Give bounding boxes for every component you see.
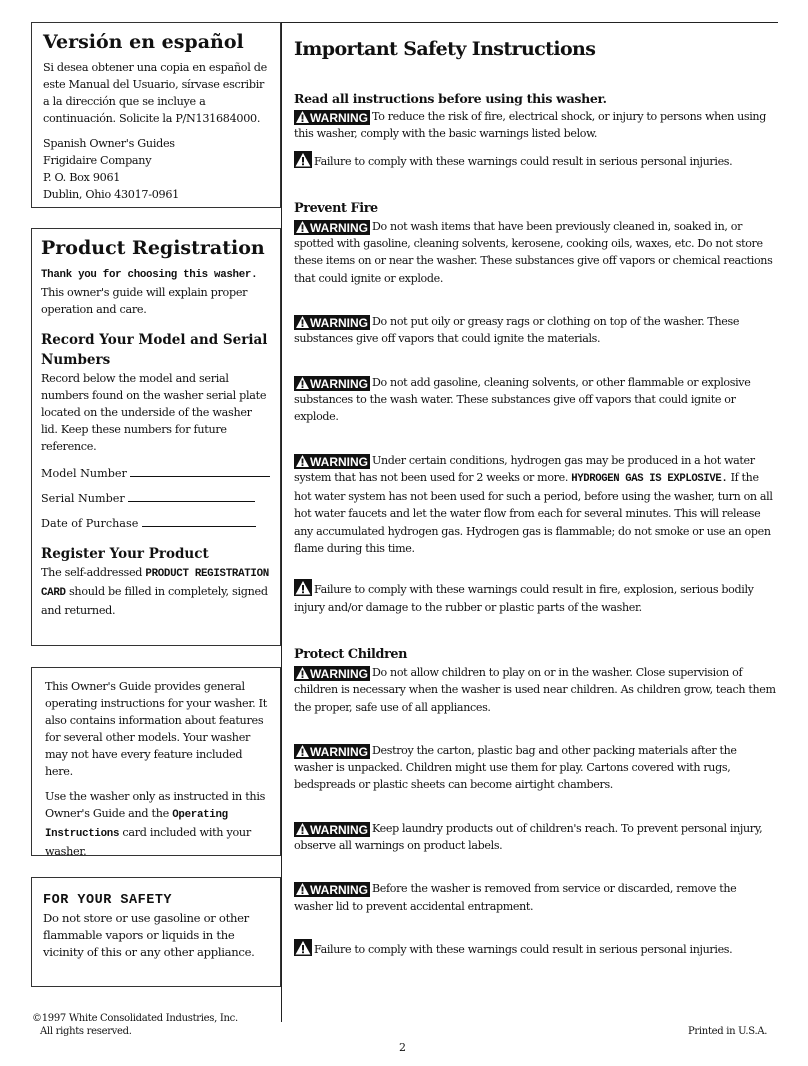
- serial-number-line[interactable]: [128, 490, 255, 502]
- protect-children-heading: Protect Children: [294, 646, 408, 662]
- address-line: Dublin, Ohio 43017-0961: [43, 188, 179, 201]
- warning-badge: WARNING: [294, 315, 370, 330]
- registration-thanks: Thank you for choosing this washer. This owner's guide will explain proper operation and care.: [41, 269, 258, 316]
- warning-badge: WARNING: [294, 744, 370, 759]
- register-body: The self-addressed PRODUCT REGISTRATION CARD should be filled in completely, signed and returned.: [41, 566, 269, 617]
- prevent-fire-heading: Prevent Fire: [294, 200, 378, 216]
- warning-badge: WARNING: [294, 220, 370, 235]
- fire-warning-3: WARNING Do not add gasoline, cleaning solvents, or other flammable or explosive substances to the wash water. These substances give off vapors that could ignite or explode.: [294, 375, 751, 424]
- record-body: Record below the model and serial numbers found on the washer serial plate located on the underside of the washer lid. Keep these numbers for future reference.: [41, 372, 267, 453]
- warning-badge: WARNING: [294, 882, 370, 897]
- children-failure: Failure to comply with these warnings could result in serious personal injuries.: [294, 939, 777, 958]
- warning-triangle-icon: [295, 882, 310, 896]
- spanish-version-box: [31, 22, 281, 208]
- date-of-purchase-line[interactable]: [142, 515, 256, 527]
- top-rule: [281, 22, 778, 23]
- column-divider: [281, 22, 282, 1022]
- for-your-safety-box: [31, 877, 281, 987]
- copyright-line-1: ©1997 White Consolidated Industries, Inc.: [32, 1013, 238, 1024]
- read-all-instructions: Read all instructions before using this washer.: [294, 91, 607, 106]
- copyright: [32, 1012, 238, 1038]
- spanish-address: [43, 135, 270, 203]
- warning-badge: WARNING: [294, 666, 370, 681]
- fire-warning-1: WARNING Do not wash items that have been previously cleaned in, soaked in, or spotted with gasoline, cleaning solvents, kerosene, cooking oils, waxes, etc. Do not store these items on or near the washer. These substances give off vapors or chemical reactions that could ignite or explode.: [294, 219, 773, 285]
- children-warning-3: WARNING Keep laundry products out of children's reach. To prevent personal injury, observe all warnings on product labels.: [294, 821, 763, 853]
- page-number: 2: [399, 1041, 406, 1054]
- warning-triangle-icon: [295, 454, 310, 468]
- register-heading: Register Your Product: [41, 546, 209, 562]
- product-registration-box: [31, 228, 281, 646]
- owners-guide-box: [31, 667, 281, 856]
- address-line: P. O. Box 9061: [43, 171, 121, 184]
- alert-triangle-icon: [294, 939, 312, 956]
- children-warning-2: WARNING Destroy the carton, plastic bag and other packing materials after the washer is unpacked. Children might use them for play. Cartons covered with rugs, bedspreads or plastic sheets can become airtight chambers.: [294, 743, 737, 792]
- copyright-line-2: All rights reserved.: [40, 1026, 132, 1037]
- spanish-body: Si desea obtener una copia en español de este Manual del Usuario, sírvase escribir a la dirección que se incluye a continuación. Solicite la P/N131684000.: [43, 61, 267, 125]
- alert-triangle-icon: [294, 151, 312, 168]
- address-line: Frigidaire Company: [43, 154, 152, 167]
- address-line: Spanish Owner's Guides: [43, 137, 175, 150]
- warning-triangle-icon: [295, 822, 310, 836]
- alert-triangle-icon: [294, 579, 312, 596]
- warning-triangle-icon: [295, 376, 310, 390]
- printed-in: Printed in U.S.A.: [688, 1026, 768, 1037]
- model-number-field[interactable]: Model Number: [41, 461, 270, 486]
- safety-body: Do not store or use gasoline or other flammable vapors or liquids in the vicinity of this or any other appliance.: [43, 911, 255, 959]
- serial-number-field[interactable]: Serial Number: [41, 486, 270, 511]
- spanish-title: Versión en español: [43, 31, 244, 53]
- warning-triangle-icon: [295, 666, 310, 680]
- warning-badge: WARNING: [294, 822, 370, 837]
- model-number-line[interactable]: [130, 465, 270, 477]
- registration-title: Product Registration: [41, 237, 265, 259]
- main-column: [294, 36, 777, 958]
- guide-paragraph-2: Use the washer only as instructed in this Owner's Guide and the Operating Instructions card included with your washer.: [45, 790, 266, 858]
- children-warning-4: WARNING Before the washer is removed from service or discarded, remove the washer lid to prevent accidental entrapment.: [294, 882, 737, 913]
- warning-triangle-icon: [295, 110, 310, 124]
- fire-failure: Failure to comply with these warnings could result in fire, explosion, serious bodily injury and/or damage to the rubber or plastic parts of the washer.: [294, 579, 777, 616]
- warning-badge: WARNING: [294, 376, 370, 391]
- fire-warning-2: WARNING Do not put oily or greasy rags or clothing on top of the washer. These substances give off vapors that could ignite the materials.: [294, 315, 740, 346]
- safety-title: FOR YOUR SAFETY: [43, 893, 173, 908]
- warning-triangle-icon: [295, 744, 310, 758]
- intro-failure: Failure to comply with these warnings could result in serious personal injuries.: [294, 151, 777, 170]
- warning-triangle-icon: [295, 220, 310, 234]
- intro-warning: WARNING To reduce the risk of fire, electrical shock, or injury to persons when using this washer, comply with the basic warnings listed below.: [294, 110, 766, 141]
- fire-warning-4: WARNING Under certain conditions, hydrogen gas may be produced in a hot water system that has not been used for 2 weeks or more. HYDROGEN GAS IS EXPLOSIVE. If the hot water system has not been used for such a period, before using the washer, turn on all hot water faucets and let the water flow from each for several minutes. This will release any accumulated hydrogen gas. Hydrogen gas is flammable; do not smoke or use an open flame during this time.: [294, 453, 773, 556]
- guide-paragraph-1: This Owner's Guide provides general operating instructions for your washer. It also contains information about features for several other models. Your washer may not have every feature included here.: [45, 680, 267, 778]
- date-of-purchase-field[interactable]: Date of Purchase: [41, 511, 270, 536]
- page-title: Important Safety Instructions: [294, 38, 596, 60]
- warning-badge: WARNING: [294, 110, 370, 125]
- warning-triangle-icon: [295, 315, 310, 329]
- warning-badge: WARNING: [294, 454, 370, 469]
- record-heading: Record Your Model and Serial Numbers: [41, 332, 268, 368]
- children-warning-1: WARNING Do not allow children to play on or in the washer. Close supervision of children is necessary when the washer is used near children. As children grow, teach them the proper, safe use of all appliances.: [294, 665, 776, 714]
